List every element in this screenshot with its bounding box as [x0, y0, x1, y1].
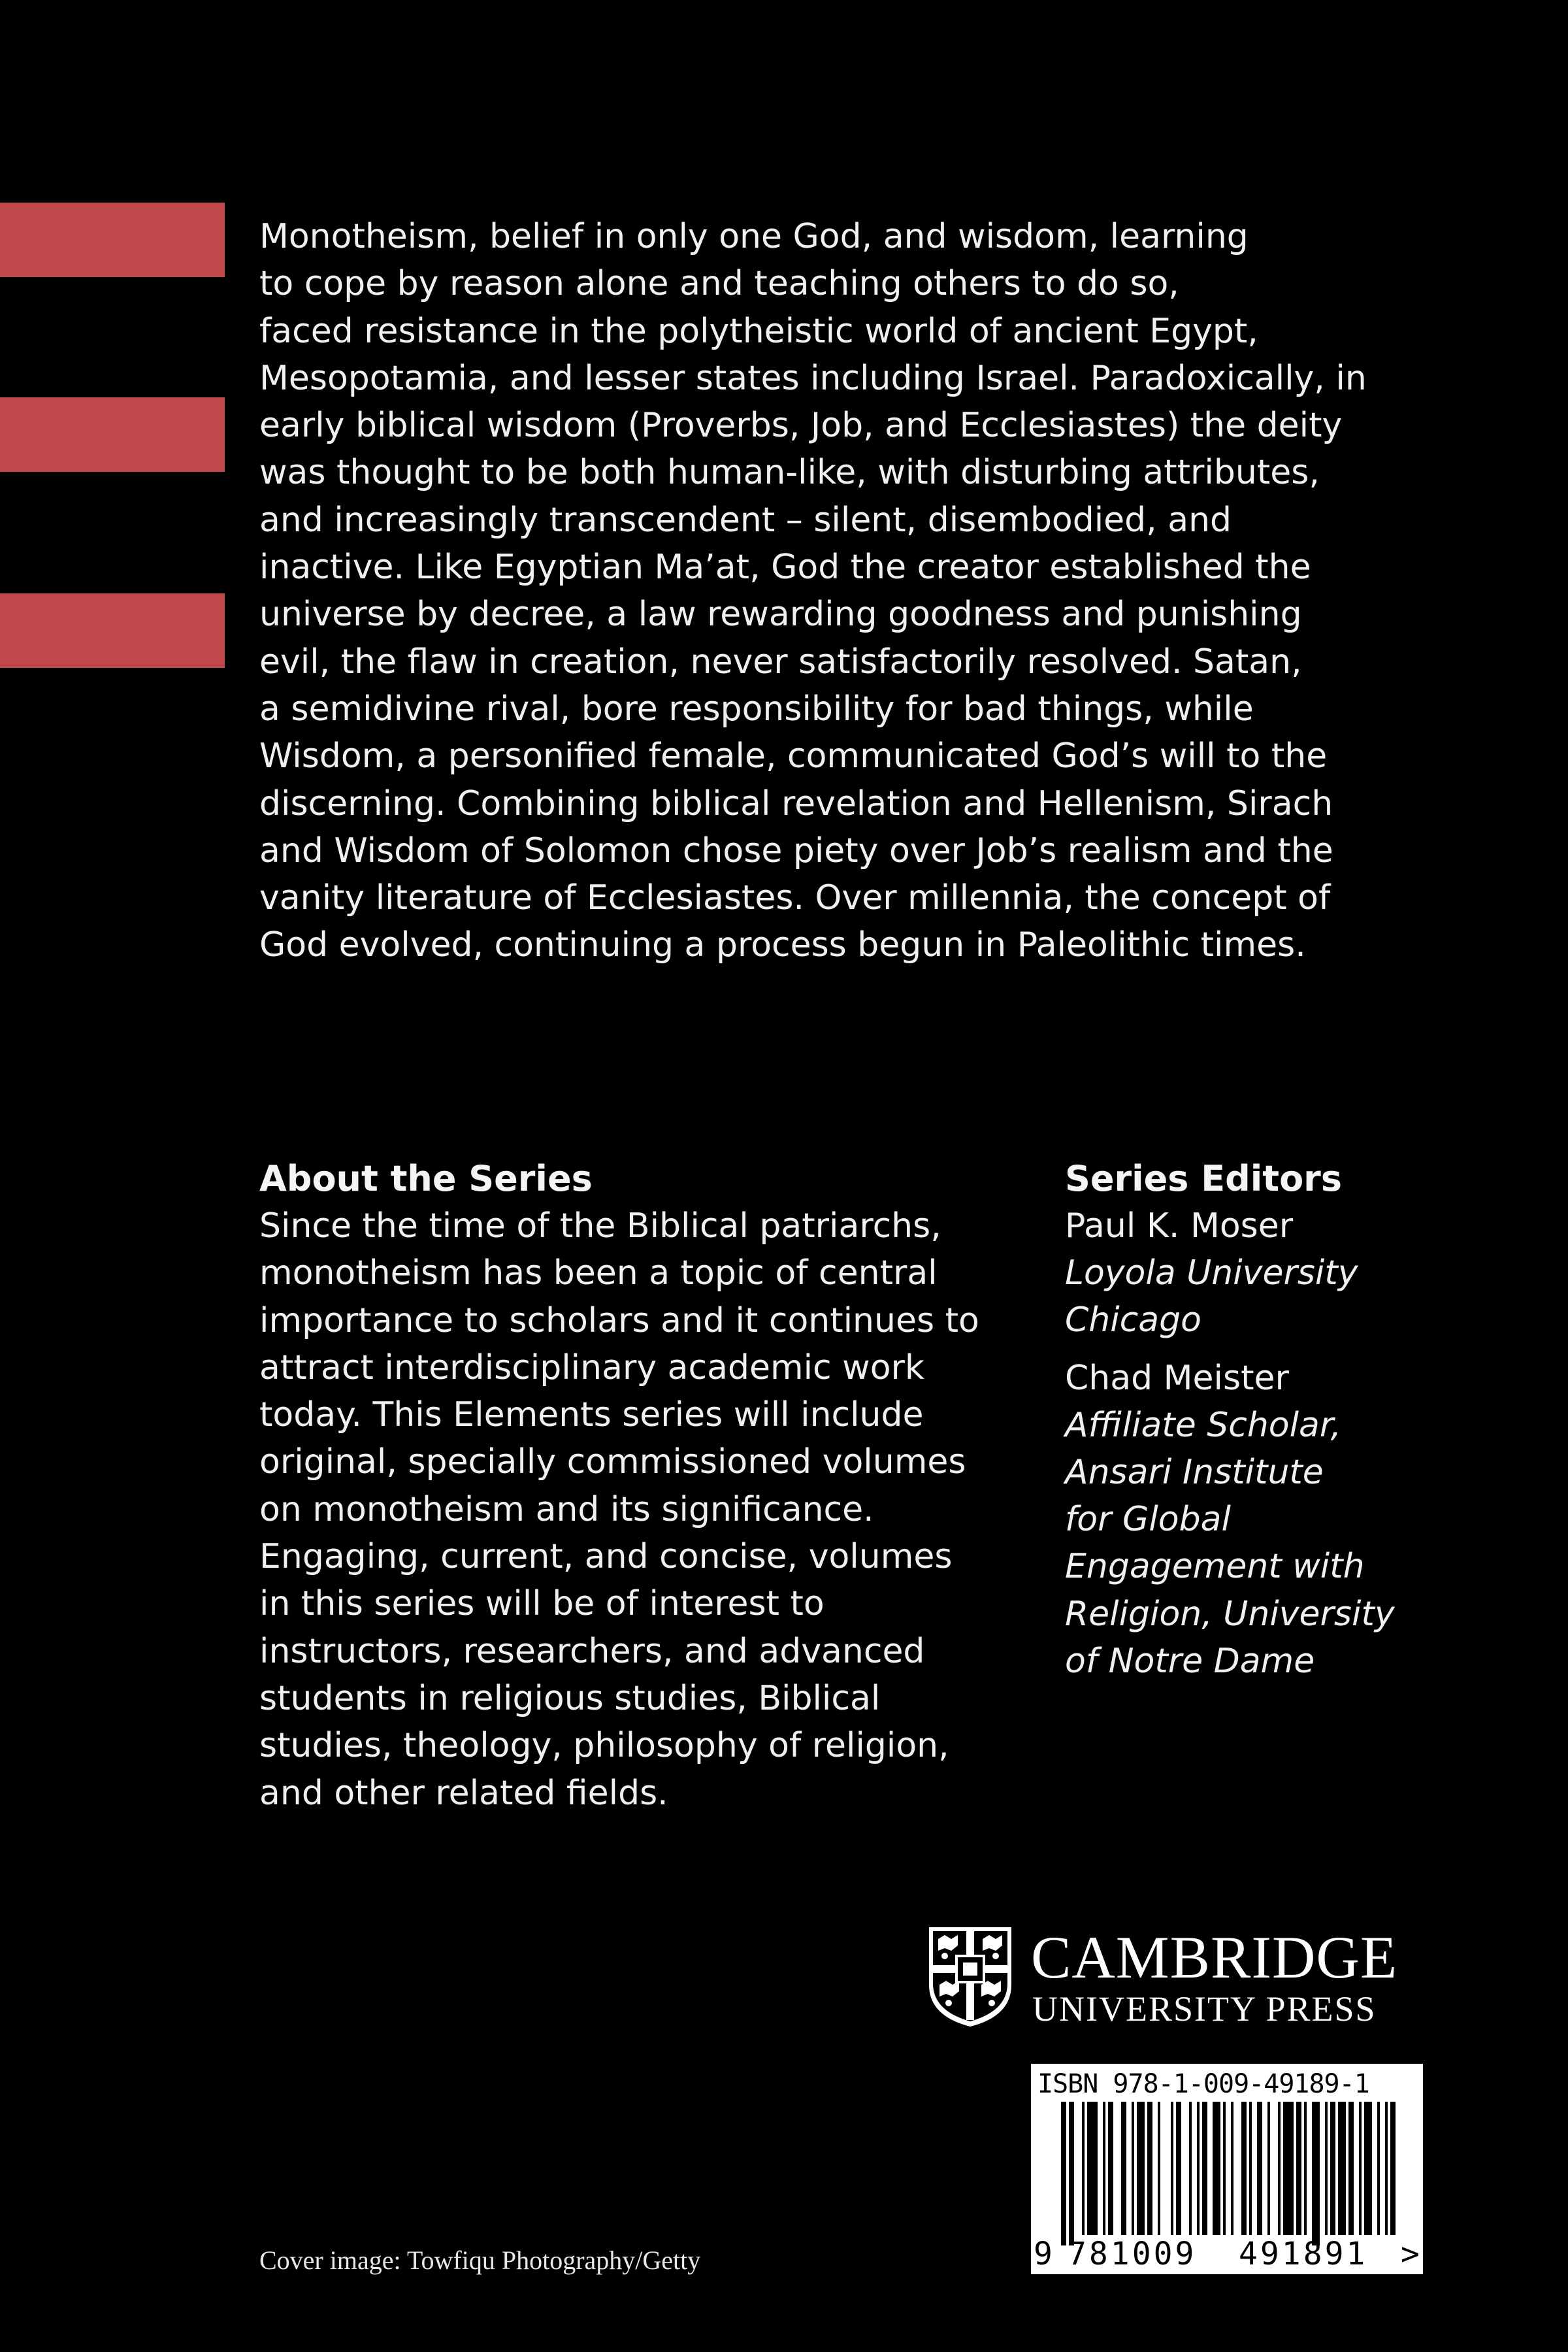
about-heading: About the Series	[259, 1158, 593, 1199]
about-line: Since the time of the Biblical patriarchs,	[259, 1206, 941, 1246]
cover-image-credit: Cover image: Towfiqu Photography/Getty	[259, 2245, 701, 2275]
barcode-bar	[1330, 2102, 1335, 2235]
barcode-bar	[1325, 2102, 1328, 2235]
editor-affiliation-line: Engagement with	[1065, 1547, 1365, 1587]
barcode-bar	[1231, 2102, 1233, 2235]
editor-affiliation-line: of Notre Dame	[1065, 1642, 1315, 1681]
blurb-line: God evolved, continuing a process begun in Paleolithic times.	[259, 925, 1306, 965]
blurb-line: and Wisdom of Solomon chose piety over Job’s realism and the	[259, 831, 1333, 870]
accent-bar-top	[0, 203, 225, 277]
barcode-bar	[1377, 2102, 1380, 2235]
publisher-name-line2: UNIVERSITY PRESS	[1032, 1989, 1377, 2029]
barcode-bar	[1385, 2102, 1388, 2235]
barcode-bar	[1338, 2102, 1346, 2235]
barcode-bar	[1364, 2102, 1372, 2235]
isbn-barcode	[1031, 2064, 1423, 2274]
accent-bar-bottom	[0, 593, 225, 668]
series-editors	[1065, 1155, 1522, 1695]
barcode-bar	[1087, 2102, 1098, 2235]
barcode-bar	[1267, 2102, 1270, 2235]
about-line: importance to scholars and it continues to	[259, 1300, 979, 1340]
barcode-bar	[1223, 2102, 1226, 2235]
barcode-bar	[1082, 2102, 1085, 2235]
barcode-bar	[1171, 2102, 1173, 2235]
barcode-bar	[1249, 2102, 1252, 2235]
barcode-digit-lead: 9	[1034, 2236, 1053, 2272]
blurb-line: and increasingly transcendent – silent, disembodied, and	[259, 500, 1232, 540]
about-line: attract interdisciplinary academic work	[259, 1348, 925, 1387]
blurb-line: a semidivine rival, bore responsibility for bad things, while	[259, 689, 1254, 729]
publisher-name-line1: CAMBRIDGE	[1031, 1924, 1398, 1991]
about-line: in this series will be of interest to	[259, 1584, 825, 1624]
about-line: instructors, researchers, and advanced	[259, 1631, 925, 1671]
barcode-bar	[1359, 2102, 1362, 2235]
blurb-line: faced resistance in the polytheistic world of ancient Egypt,	[259, 311, 1258, 351]
barcode-bar	[1202, 2102, 1207, 2235]
blurb-line: Mesopotamia, and lesser states including Israel. Paradoxically, in	[259, 358, 1367, 398]
editor-affiliation-line: Chicago	[1065, 1300, 1201, 1340]
barcode-bar	[1278, 2102, 1281, 2235]
isbn-label: ISBN 978-1-009-49189-1	[1037, 2069, 1369, 2099]
about-the-series	[259, 1155, 1024, 1817]
editor-name: Paul K. Moser	[1065, 1206, 1294, 1246]
barcode-bar	[1061, 2102, 1066, 2245]
editors-heading: Series Editors	[1065, 1158, 1342, 1199]
editor-entry	[1065, 1202, 1522, 1344]
publisher-logo	[926, 1925, 1423, 2029]
blurb-line: inactive. Like Egyptian Ma’at, God the creator established the	[259, 548, 1311, 588]
about-text	[259, 1202, 1024, 1817]
barcode-quiet-zone-marker: >	[1401, 2236, 1420, 2272]
about-line: students in religious studies, Biblical	[259, 1678, 881, 1718]
barcode-digit-group-2: 491891	[1239, 2236, 1368, 2272]
barcode-bar	[1132, 2102, 1134, 2235]
blurb-line: was thought to be both human-like, with disturbing attributes,	[259, 453, 1320, 493]
about-line: original, specially commissioned volumes	[259, 1442, 966, 1482]
barcode-bar	[1189, 2102, 1192, 2235]
about-line: today. This Elements series will include	[259, 1395, 924, 1435]
barcode-bar	[1158, 2102, 1160, 2235]
about-line: studies, theology, philosophy of religion,	[259, 1726, 949, 1766]
barcode-digits	[1031, 2236, 1423, 2272]
barcode-bar	[1283, 2102, 1294, 2235]
barcode-bar	[1197, 2102, 1200, 2235]
editor-affiliation-line: for Global	[1065, 1500, 1231, 1540]
barcode-bar	[1304, 2102, 1307, 2235]
barcode-bar	[1121, 2102, 1126, 2235]
editor-name: Chad Meister	[1065, 1358, 1289, 1398]
barcode-digit-group-1: 781009	[1068, 2236, 1197, 2272]
blurb-line: Monotheism, belief in only one God, and wisdom, learning	[259, 217, 1249, 256]
blurb-line: universe by decree, a law rewarding goodness and punishing	[259, 595, 1302, 635]
barcode-bar	[1069, 2102, 1074, 2245]
editor-affiliation-line: Loyola University	[1065, 1253, 1358, 1293]
barcode-bar	[1103, 2102, 1105, 2235]
blurb-line: Wisdom, a personified female, communicated God’s will to the	[259, 737, 1328, 776]
barcode-bar	[1147, 2102, 1152, 2235]
blurb-line: early biblical wisdom (Proverbs, Job, and Ecclesiastes) the deity	[259, 406, 1343, 446]
barcode-bar	[1137, 2102, 1145, 2235]
editor-affiliation-line: Religion, University	[1065, 1594, 1395, 1634]
blurb-line: vanity literature of Ecclesiastes. Over millennia, the concept of	[259, 878, 1331, 918]
barcode-bar	[1312, 2102, 1320, 2245]
blurb-line: evil, the flaw in creation, never satisfactorily resolved. Satan,	[259, 642, 1302, 682]
barcode-bar	[1176, 2102, 1181, 2235]
editor-entry	[1065, 1355, 1522, 1685]
about-line: on monotheism and its significance.	[259, 1489, 874, 1529]
barcode-bar	[1241, 2102, 1247, 2235]
editor-affiliation-line: Affiliate Scholar,	[1065, 1405, 1342, 1445]
about-line: monotheism has been a topic of central	[259, 1253, 938, 1293]
book-blurb	[259, 213, 1435, 969]
barcode-bar	[1296, 2102, 1301, 2235]
barcode-bar	[1108, 2102, 1113, 2235]
accent-bar-middle	[0, 397, 225, 472]
barcode-bar	[1348, 2102, 1354, 2235]
about-line: and other related fields.	[259, 1773, 668, 1813]
blurb-line: to cope by reason alone and teaching others to do so,	[259, 264, 1179, 304]
barcode-bar	[1213, 2102, 1220, 2235]
barcode-bar	[1257, 2102, 1262, 2235]
editor-affiliation-line: Ansari Institute	[1065, 1452, 1324, 1492]
blurb-line: discerning. Combining biblical revelation and Hellenism, Sirach	[259, 784, 1333, 823]
about-line: Engaging, current, and concise, volumes	[259, 1537, 953, 1577]
barcode-bar	[1390, 2102, 1396, 2235]
university-shield-icon	[926, 1925, 1014, 2029]
